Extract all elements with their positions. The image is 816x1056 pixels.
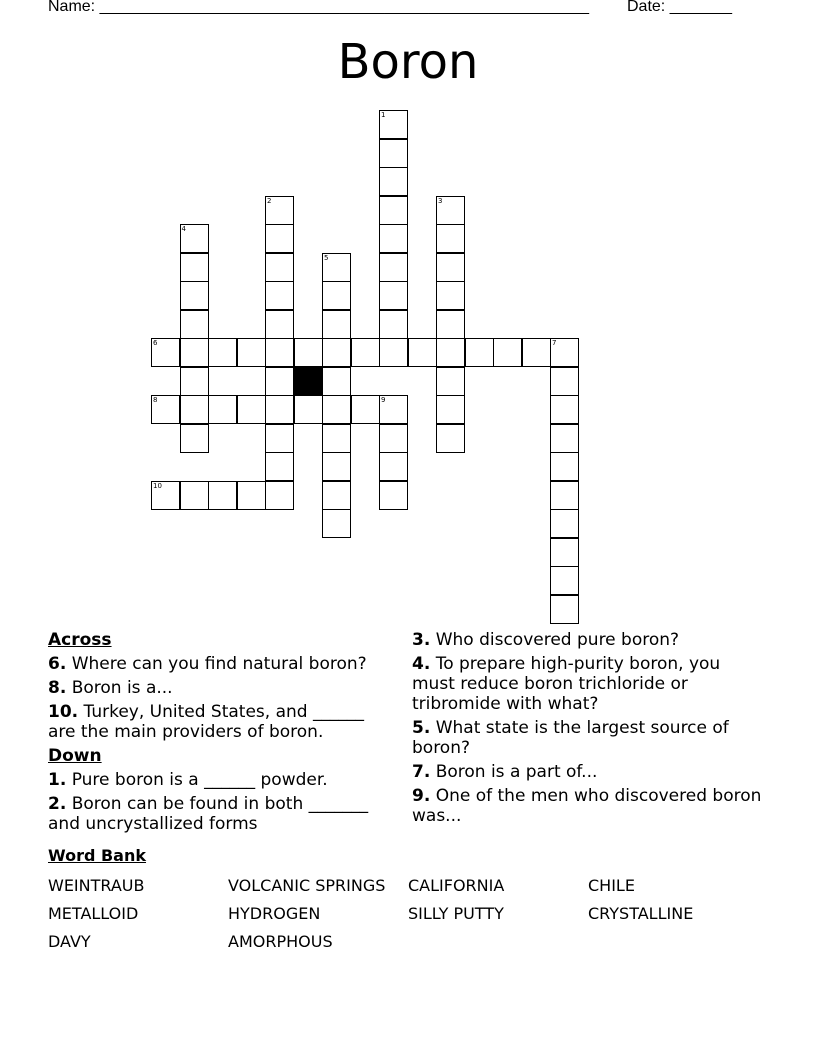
- across-heading: Across: [48, 630, 112, 650]
- clues-column-right: [412, 630, 762, 830]
- crossword-cell[interactable]: [180, 253, 209, 282]
- across-clue-6: 6. Where can you find natural boron?: [48, 654, 367, 674]
- crossword-cell[interactable]: [265, 452, 294, 481]
- crossword-cell[interactable]: [180, 481, 209, 510]
- crossword-cell[interactable]: [265, 310, 294, 339]
- word-bank-item: CALIFORNIA: [408, 876, 505, 895]
- crossword-cell[interactable]: [436, 367, 465, 396]
- crossword-cell[interactable]: [265, 395, 294, 424]
- crossword-cell[interactable]: [379, 253, 408, 282]
- crossword-cell[interactable]: [208, 481, 237, 510]
- date-field-label[interactable]: Date: _______: [627, 0, 732, 15]
- crossword-cell[interactable]: [265, 424, 294, 453]
- word-bank-item: DAVY: [48, 932, 91, 951]
- crossword-cell[interactable]: [237, 395, 266, 424]
- across-clue-8: 8. Boron is a...: [48, 678, 173, 698]
- crossword-cell[interactable]: [550, 452, 579, 481]
- crossword-cell[interactable]: [294, 338, 323, 367]
- crossword-cell[interactable]: [550, 595, 579, 624]
- crossword-cell[interactable]: [379, 481, 408, 510]
- crossword-cell[interactable]: [322, 281, 351, 310]
- down-heading: Down: [48, 746, 102, 766]
- crossword-cell[interactable]: [237, 338, 266, 367]
- crossword-cell[interactable]: [465, 338, 494, 367]
- clue-number: 2: [267, 196, 272, 205]
- crossword-cell[interactable]: [208, 338, 237, 367]
- word-bank-title: Word Bank: [48, 846, 147, 865]
- down-clue-7: 7. Boron is a part of...: [412, 762, 598, 782]
- word-bank-item: CRYSTALLINE: [588, 904, 694, 923]
- crossword-cell[interactable]: [322, 481, 351, 510]
- crossword-cell[interactable]: [180, 424, 209, 453]
- crossword-cell[interactable]: [180, 338, 209, 367]
- crossword-cell[interactable]: [379, 338, 408, 367]
- crossword-cell[interactable]: [436, 310, 465, 339]
- crossword-cell[interactable]: [180, 367, 209, 396]
- crossword-cell[interactable]: [265, 481, 294, 510]
- crossword-cell[interactable]: [351, 395, 380, 424]
- clue-number: 8: [153, 396, 158, 404]
- down-clue-5: 5. What state is the largest source of boron?: [412, 718, 729, 758]
- clue-number: 3: [438, 196, 443, 205]
- crossword-cell[interactable]: [237, 481, 266, 510]
- crossword-cell[interactable]: [322, 395, 351, 424]
- name-field-label[interactable]: Name: _______________________________________________________: [48, 0, 589, 15]
- crossword-cell[interactable]: [550, 509, 579, 538]
- word-bank-item: AMORPHOUS: [228, 932, 333, 951]
- crossword-cell[interactable]: [436, 395, 465, 424]
- crossword-cell[interactable]: [436, 253, 465, 282]
- clue-number: 9: [381, 396, 386, 404]
- word-bank-item: CHILE: [588, 876, 635, 895]
- down-clue-1: 1. Pure boron is a ______ powder.: [48, 770, 328, 790]
- down-clue-2: 2. Boron can be found in both _______ and uncrystallized forms: [48, 794, 369, 834]
- crossword-cell[interactable]: [180, 281, 209, 310]
- crossword-cell[interactable]: [550, 424, 579, 453]
- crossword-cell[interactable]: [379, 196, 408, 225]
- crossword-cell[interactable]: [379, 452, 408, 481]
- crossword-cell[interactable]: [379, 424, 408, 453]
- word-bank-item: HYDROGEN: [228, 904, 321, 923]
- crossword-cell[interactable]: [322, 424, 351, 453]
- clue-number: 5: [324, 253, 329, 262]
- clues-column-left: [48, 630, 393, 838]
- clue-number: 10: [153, 481, 162, 490]
- crossword-cell[interactable]: [436, 281, 465, 310]
- clue-number: 1: [381, 111, 386, 119]
- crossword-cell[interactable]: [265, 281, 294, 310]
- crossword-cell[interactable]: [436, 338, 465, 367]
- crossword-cell[interactable]: [379, 139, 408, 168]
- crossword-cell[interactable]: [493, 338, 522, 367]
- down-clue-9: 9. One of the men who discovered boron was...: [412, 786, 762, 826]
- crossword-cell[interactable]: [265, 224, 294, 253]
- crossword-cell[interactable]: [436, 224, 465, 253]
- clue-number: 6: [153, 339, 158, 347]
- crossword-cell[interactable]: [550, 395, 579, 424]
- crossword-cell[interactable]: [351, 338, 380, 367]
- crossword-cell[interactable]: [322, 367, 351, 396]
- word-bank-item: METALLOID: [48, 904, 139, 923]
- crossword-cell[interactable]: [208, 395, 237, 424]
- crossword-cell[interactable]: [294, 395, 323, 424]
- crossword-cell[interactable]: [550, 538, 579, 567]
- crossword-cell[interactable]: [265, 338, 294, 367]
- crossword-cell[interactable]: [379, 167, 408, 196]
- crossword-cell[interactable]: [265, 367, 294, 396]
- crossword-block: [294, 367, 323, 396]
- crossword-cell[interactable]: [379, 224, 408, 253]
- down-clue-3: 3. Who discovered pure boron?: [412, 630, 680, 650]
- crossword-cell[interactable]: [265, 253, 294, 282]
- crossword-cell[interactable]: [379, 281, 408, 310]
- clue-number: 4: [181, 225, 186, 233]
- page-title: Boron: [337, 34, 479, 90]
- crossword-cell[interactable]: [322, 452, 351, 481]
- crossword-cell[interactable]: [550, 481, 579, 510]
- crossword-cell[interactable]: [550, 367, 579, 396]
- word-bank-item: WEINTRAUB: [48, 876, 145, 895]
- down-clue-4: 4. To prepare high-purity boron, you must reduce boron trichloride or tribromide with what?: [412, 654, 721, 714]
- word-bank-item: SILLY PUTTY: [408, 904, 504, 923]
- crossword-cell[interactable]: [550, 566, 579, 595]
- crossword-cell[interactable]: [322, 338, 351, 367]
- crossword-cell[interactable]: [522, 338, 551, 367]
- crossword-cell[interactable]: [180, 310, 209, 339]
- crossword-cell[interactable]: [180, 395, 209, 424]
- crossword-cell[interactable]: [322, 310, 351, 339]
- clue-number: 7: [552, 339, 557, 347]
- across-clue-10: 10. Turkey, United States, and ______ are the main providers of boron.: [48, 702, 364, 742]
- crossword-cell[interactable]: [408, 338, 437, 367]
- crossword-cell[interactable]: [322, 509, 351, 538]
- crossword-cell[interactable]: [436, 424, 465, 453]
- word-bank-item: VOLCANIC SPRINGS: [228, 876, 386, 895]
- crossword-cell[interactable]: [379, 310, 408, 339]
